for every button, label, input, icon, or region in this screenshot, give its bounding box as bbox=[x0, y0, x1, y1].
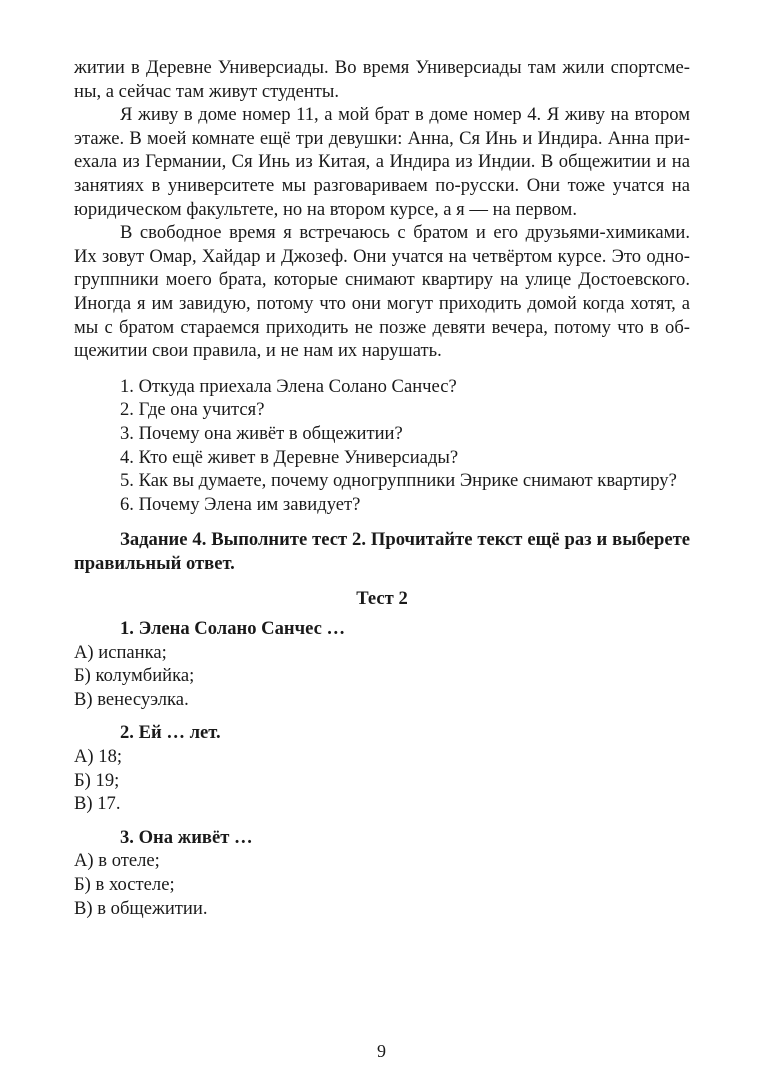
test-title: Тест 2 bbox=[356, 588, 408, 610]
answer-option: Б) 19; bbox=[74, 769, 120, 791]
paragraph-free-time: В свободное время я встречаюсь с братом и его друзьями-химиками. Их зовут Омар, Хайдар и Джозеф. Они учатся на четвёртом курсе. Это одногруппники моего брата, которые снимают квартиру на улице Достоевского. Иногда я им завидую, потому что они могут приходить домой когда хотят, а мы с братом стараемся приходить не позже девяти вечера, потому что в общежитии свои правила, и не нам их нарушать. bbox=[74, 222, 690, 362]
question-item: 4. Кто ещё живет в Деревне Универсиады? bbox=[120, 446, 459, 468]
question-item: 2. Где она учится? bbox=[120, 399, 265, 421]
question-item: 1. Откуда приехала Элена Солано Санчес? bbox=[120, 375, 457, 397]
answer-option: В) 17. bbox=[74, 793, 121, 815]
answer-option: А) испанка; bbox=[74, 641, 167, 663]
test-question-text: 2. Ей … лет. bbox=[120, 722, 221, 744]
test-question bbox=[74, 721, 690, 815]
paragraph-continuation: житии в Деревне Универсиады. Во время Универсиады там жили спортсмены, а сейчас там живут студенты. bbox=[74, 57, 690, 102]
answer-option: А) в отеле; bbox=[74, 850, 160, 872]
page-content bbox=[74, 56, 690, 920]
question-item: 6. Почему Элена им завидует? bbox=[120, 493, 361, 515]
test-question bbox=[74, 617, 690, 711]
question-item: 3. Почему она живёт в общежитии? bbox=[120, 422, 403, 444]
task-heading: Задание 4. Выполните тест 2. Прочитайте текст ещё раз и выберете правильный ответ. bbox=[74, 529, 690, 574]
test-question bbox=[74, 826, 690, 920]
test-question-text: 1. Элена Солано Санчес … bbox=[120, 618, 346, 640]
test-questions bbox=[74, 617, 690, 920]
question-item: 5. Как вы думаете, почему одногруппники Энрике снимают квартиру? bbox=[120, 470, 677, 492]
answer-option: Б) в хостеле; bbox=[74, 874, 175, 895]
answer-option: В) венесуэлка. bbox=[74, 688, 189, 710]
answer-option: А) 18; bbox=[74, 746, 123, 768]
question-list bbox=[74, 375, 690, 517]
answer-option: В) в общежитии. bbox=[74, 897, 208, 919]
page-number: 9 bbox=[377, 1041, 386, 1061]
answer-option: Б) колумбийка; bbox=[74, 665, 195, 687]
paragraph-dormitory: Я живу в доме номер 11, а мой брат в доме номер 4. Я живу на втором этаже. В моей комнате ещё три девушки: Анна, Ся Инь и Индира. Анна приехала из Германии, Ся Инь из Китая, а Индира из Индии. В общежитии и на занятиях в университете мы разговариваем по-русски. Они тоже учатся на юридическом факультете, но на втором курсе, а я — на первом. bbox=[74, 104, 690, 220]
test-question-text: 3. Она живёт … bbox=[120, 826, 253, 848]
